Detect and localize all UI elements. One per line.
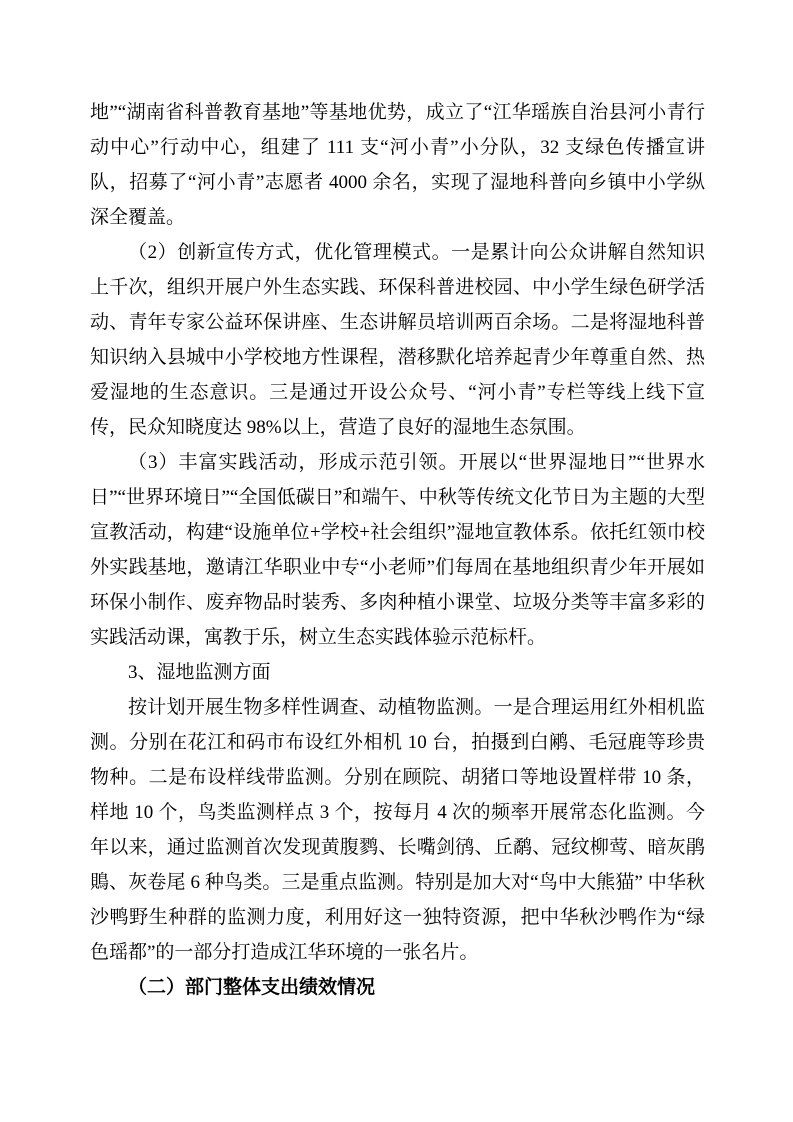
paragraph-monitoring-detail: 按计划开展生物多样性调查、动植物监测。一是合理运用红外相机监测。分别在花江和码市布设红外相机 10 台，拍摄到白鹇、毛冠鹿等珍贵物种。二是布设样线带监测。分别在顾院、胡猪口等地设置样带 10 条，样地 10 个，鸟类监测样点 3 个，按每月 4 次的频率开展常态化监测。今年以来，通过监测首次发现黄腹鹨、长嘴剑鸻、丘鹬、冠纹柳莺、暗灰鹃鵙、灰卷尾 6 种鸟类。三是重点监测。特别是加大对“鸟中大熊猫” 中华秋沙鸭野生种群的监测力度，利用好这一独特资源，把中华秋沙鸭作为“绿色瑶都”的一部分打造成江华环境的一张名片。 — [90, 697, 705, 963]
paragraph-item-2: （2）创新宣传方式，优化管理模式。一是累计向公众讲解自然知识上千次，组织开展户外生态实践、环保科普进校园、中小学生绿色研学活动、青年专家公益环保讲座、生态讲解员培训两百余场。二是将湿地科普知识纳入县城中小学校地方性课程，潜移默化培养起青少年尊重自然、热爱湿地的生态意识。三是通过开设公众号、“河小青”专栏等线上线下宣传，民众知晓度达 98%以上，营造了良好的湿地生态氛围。 — [90, 242, 705, 438]
sub-heading-wetland-monitoring: 3、湿地监测方面 — [128, 662, 271, 683]
paragraph-continuation: 地”“湖南省科普教育基地”等基地优势，成立了“江华瑶族自治县河小青行动中心”行动中心，组建了 111 支“河小青”小分队，32 支绿色传播宣讲队，招募了“河小青”志愿者 4000 余名，实现了湿地科普向乡镇中小学纵深全覆盖。 — [90, 102, 705, 228]
paragraph-item-3: （3）丰富实践活动，形成示范引领。开展以“世界湿地日”“世界水日”“世界环境日”“全国低碳日”和端午、中秋等传统文化节日为主题的大型宣教活动，构建“设施单位+学校+社会组织”湿地宣教体系。依托红领巾校外实践基地，邀请江华职业中专“小老师”们每周在基地组织青少年开展如环保小制作、废弃物品时装秀、多肉种植小课堂、垃圾分类等丰富多彩的实践活动课，寓教于乐，树立生态实践体验示范标杆。 — [90, 452, 705, 648]
section-heading-performance: （二）部门整体支出绩效情况 — [128, 977, 376, 998]
